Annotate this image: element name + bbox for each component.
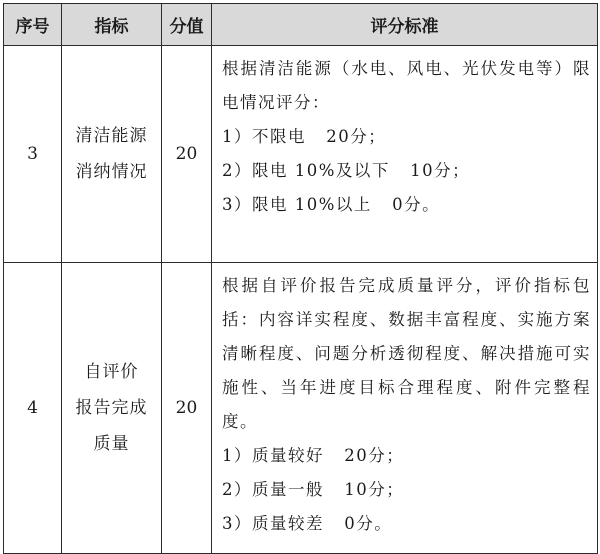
row-seq: 4: [4, 263, 62, 554]
header-seq: 序号: [4, 4, 62, 46]
row-criteria: [212, 46, 598, 263]
criteria-item: 2）质量一般 10分；: [222, 480, 405, 499]
row-seq: 3: [4, 46, 62, 263]
scoring-table-page: [3, 3, 597, 537]
row-criteria: [212, 263, 598, 554]
criteria-item: 3）限电 10%以上 0分。: [222, 195, 441, 214]
header-criteria: 评分标准: [212, 4, 598, 46]
criteria-item: 3）质量较差 0分。: [222, 514, 393, 533]
indicator-line: 质量: [93, 434, 130, 454]
indicator-line: 清洁能源: [75, 126, 148, 146]
row-score: 20: [162, 263, 212, 554]
table-row: [4, 46, 598, 263]
table-header-row: [4, 4, 598, 46]
indicator-line: 自评价: [84, 362, 139, 382]
row-score: 20: [162, 46, 212, 263]
row-indicator: [62, 46, 162, 263]
criteria-item: 2）限电 10%及以下 10分；: [222, 161, 471, 180]
row-indicator: [62, 263, 162, 554]
header-score: 分值: [162, 4, 212, 46]
indicator-line: 消纳情况: [75, 162, 148, 182]
criteria-item: 1）质量较好 20分；: [222, 446, 405, 465]
criteria-intro: 根据自评价报告完成质量评分，评价指标包括：内容详实程度、数据丰富程度、实施方案清晰程度、问题分析透彻程度、解决措施可实施性、当年进度目标合理程度、附件完整程度。: [222, 276, 591, 431]
table-row: [4, 263, 598, 554]
header-indicator: 指标: [62, 4, 162, 46]
scoring-table: [3, 3, 598, 554]
indicator-line: 报告完成: [75, 398, 148, 418]
criteria-item: 1）不限电 20分；: [222, 127, 387, 146]
criteria-intro: 根据清洁能源（水电、风电、光伏发电等）限电情况评分：: [222, 59, 591, 112]
